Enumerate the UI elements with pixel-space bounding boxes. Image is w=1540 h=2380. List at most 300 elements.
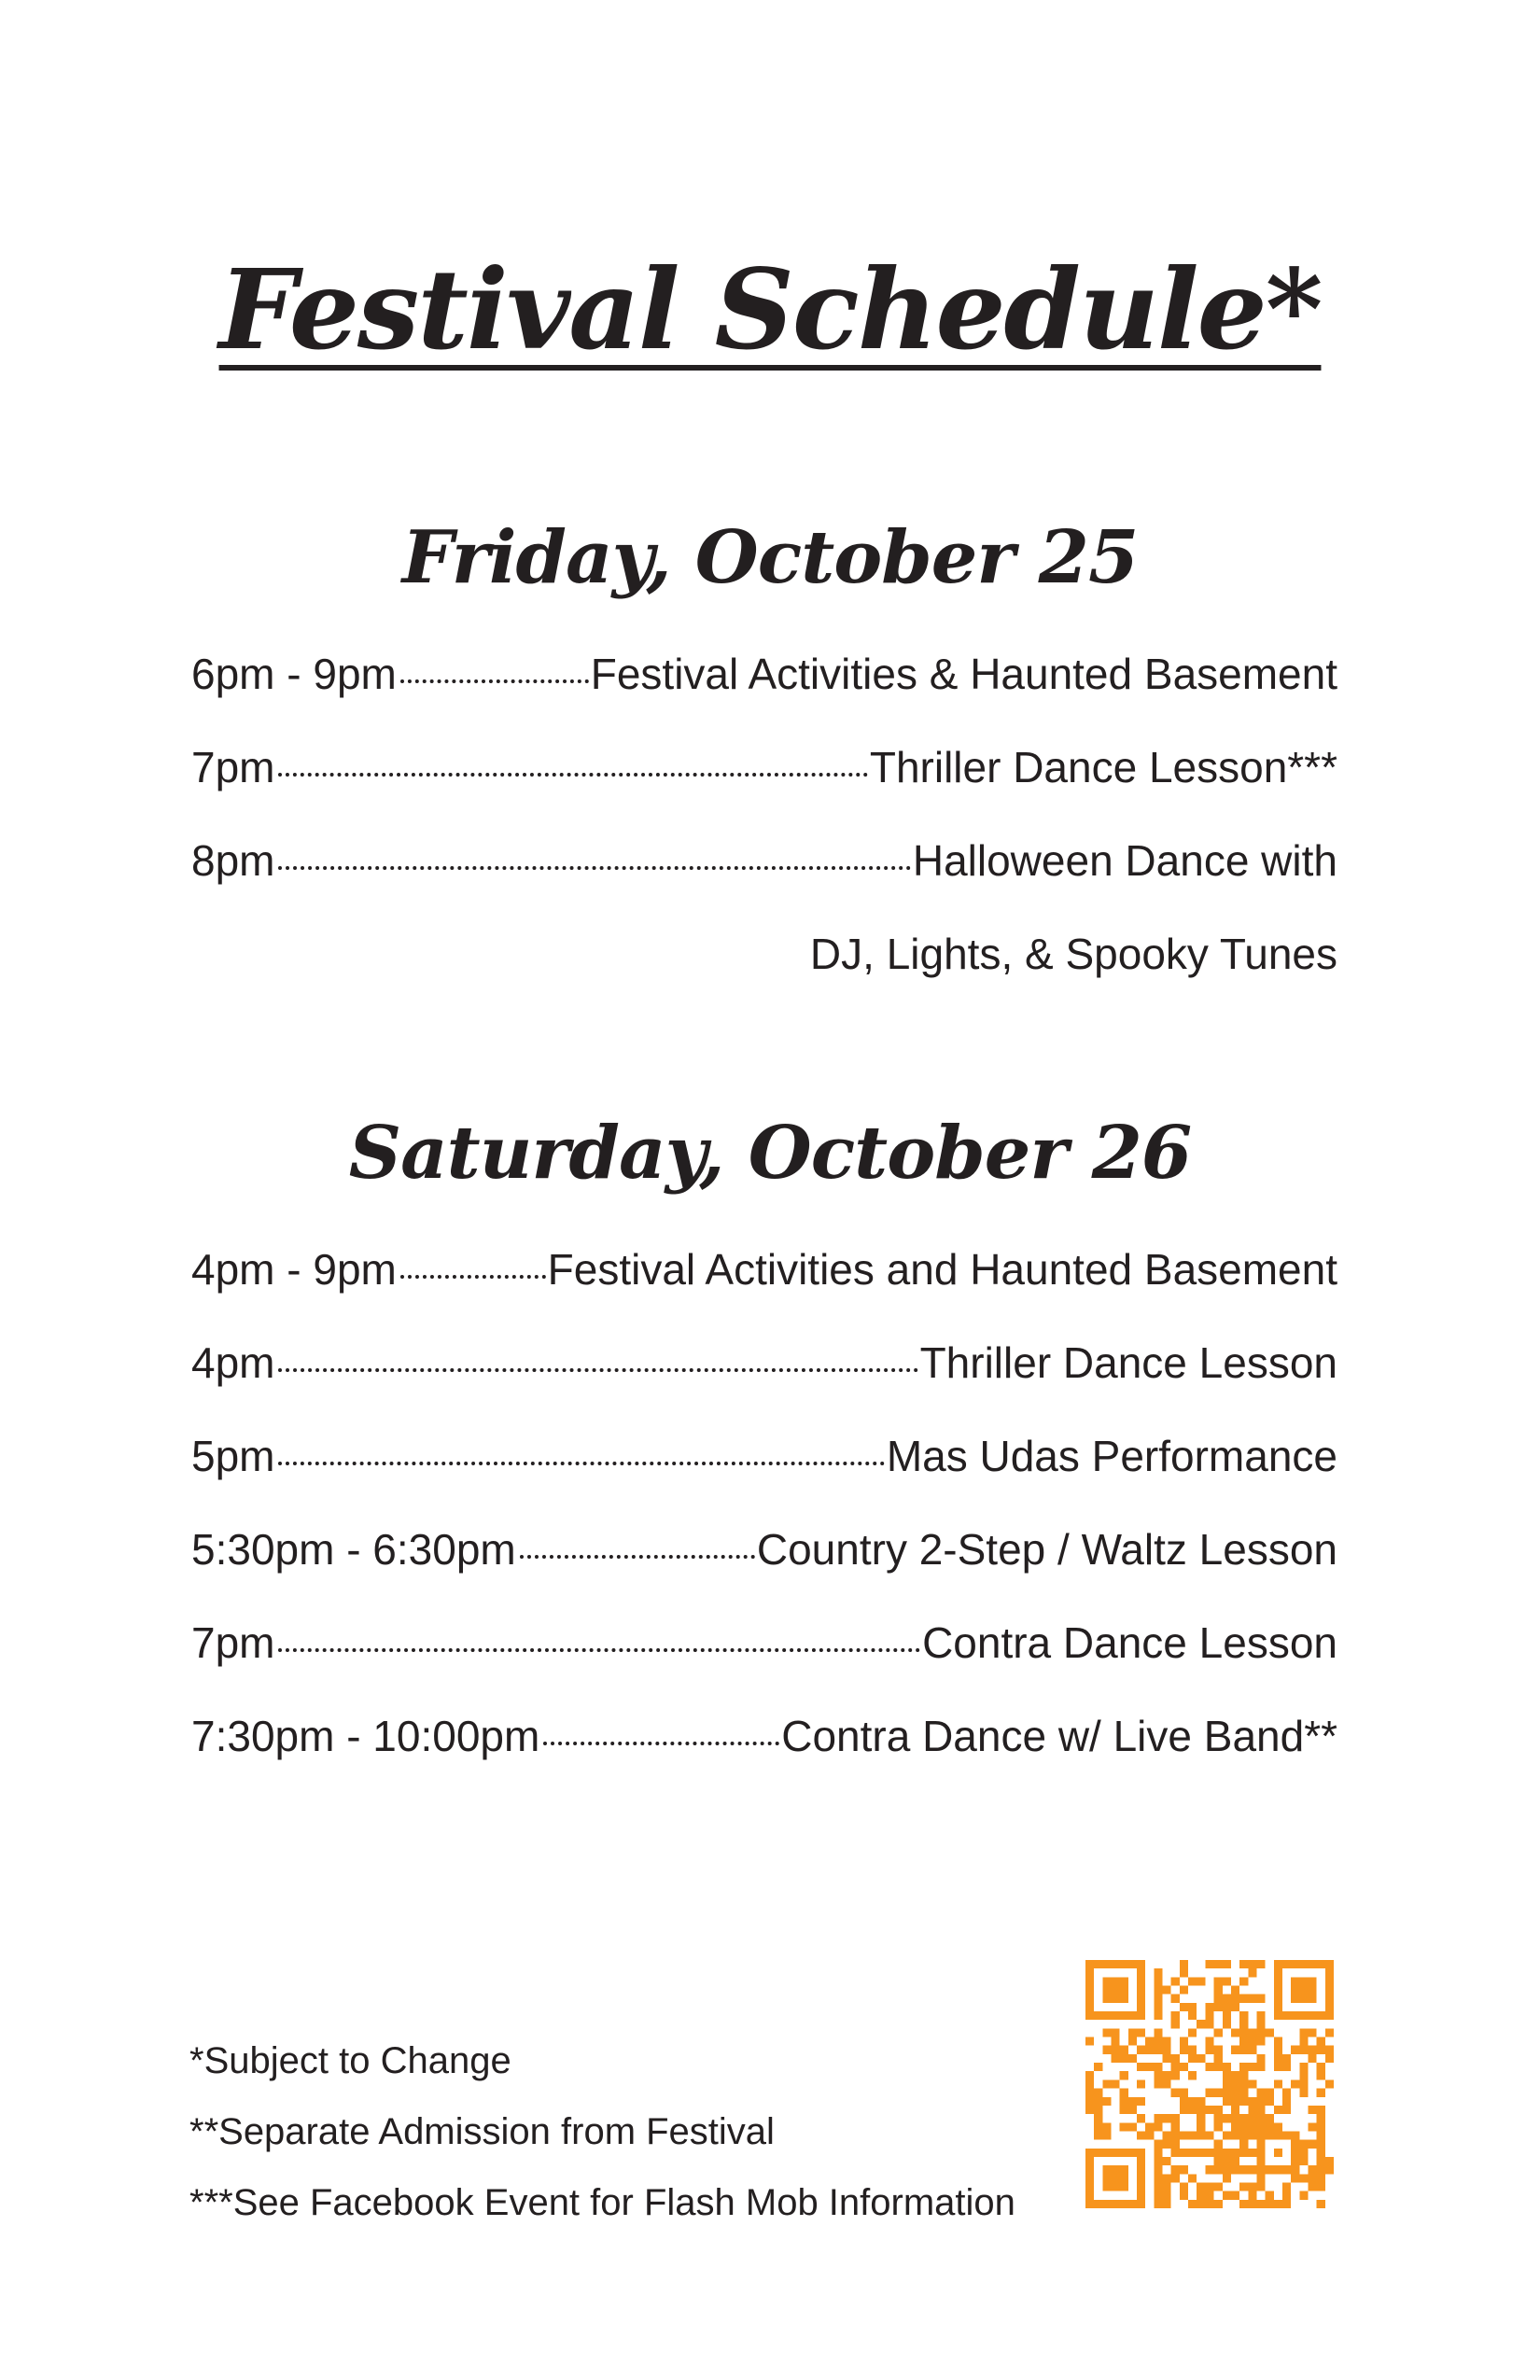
qr-module <box>1317 2165 1325 2174</box>
qr-module <box>1145 2131 1154 2139</box>
qr-module <box>1205 2106 1213 2114</box>
qr-module <box>1248 2106 1256 2114</box>
qr-module <box>1102 2131 1111 2139</box>
qr-module <box>1205 2037 1213 2046</box>
qr-module <box>1248 2122 1256 2131</box>
qr-module <box>1256 2122 1265 2131</box>
leader-dots <box>543 1742 779 1745</box>
qr-module <box>1317 2122 1325 2131</box>
qr-module <box>1145 2037 1154 2046</box>
qr-module <box>1223 1960 1231 1968</box>
qr-module <box>1085 1977 1094 1985</box>
friday-schedule <box>191 627 1337 1001</box>
qr-module <box>1163 2054 1171 2063</box>
qr-module <box>1154 2046 1162 2054</box>
qr-module <box>1248 1995 1256 2003</box>
qr-module <box>1085 2182 1094 2191</box>
day-heading-saturday: Saturday, October 26 <box>348 1111 1192 1196</box>
qr-module <box>1137 2079 1145 2088</box>
qr-module <box>1248 2131 1256 2139</box>
qr-module <box>1223 2079 1231 2088</box>
qr-module <box>1248 2063 1256 2071</box>
qr-module <box>1223 2011 1231 2020</box>
qr-module <box>1171 2054 1180 2063</box>
qr-module <box>1085 1986 1094 1995</box>
schedule-row <box>191 1503 1337 1596</box>
qr-module <box>1223 2114 1231 2122</box>
qr-module <box>1291 1960 1299 1968</box>
qr-module <box>1282 2131 1291 2139</box>
qr-module <box>1154 2191 1162 2200</box>
qr-module <box>1128 2149 1137 2157</box>
qr-module <box>1188 2028 1197 2037</box>
qr-module <box>1291 1977 1299 1985</box>
qr-module <box>1180 2165 1188 2174</box>
qr-module <box>1112 2149 1120 2157</box>
qr-module <box>1299 2046 1308 2054</box>
qr-module <box>1102 2149 1111 2157</box>
qr-module <box>1163 2191 1171 2200</box>
qr-module <box>1094 2063 1102 2071</box>
qr-module <box>1231 1995 1239 2003</box>
saturday-schedule <box>191 1223 1337 1783</box>
qr-module <box>1248 2037 1256 2046</box>
qr-module <box>1171 1977 1180 1985</box>
qr-module <box>1248 2200 1256 2208</box>
qr-module <box>1317 2011 1325 2020</box>
qr-module <box>1214 2003 1223 2011</box>
qr-module <box>1256 2140 1265 2149</box>
qr-module <box>1282 2063 1291 2071</box>
qr-module <box>1120 2106 1128 2114</box>
page-title-text: Festival Schedule* <box>218 245 1322 374</box>
qr-module <box>1256 2165 1265 2174</box>
qr-module <box>1214 2063 1223 2071</box>
qr-module <box>1102 2182 1111 2191</box>
qr-module <box>1163 2200 1171 2208</box>
leader-dots <box>278 1368 917 1372</box>
qr-module <box>1120 2122 1128 2131</box>
schedule-time: 8pm <box>191 836 275 885</box>
qr-module <box>1299 1977 1308 1985</box>
qr-module <box>1223 1995 1231 2003</box>
qr-module <box>1197 2182 1205 2191</box>
qr-module <box>1112 2182 1120 2191</box>
qr-module <box>1248 2149 1256 2157</box>
qr-module <box>1317 2071 1325 2079</box>
qr-module <box>1239 2063 1248 2071</box>
qr-module <box>1291 2011 1299 2020</box>
qr-module <box>1223 2157 1231 2165</box>
qr-module <box>1231 2122 1239 2131</box>
qr-module <box>1256 2114 1265 2122</box>
qr-module <box>1112 2037 1120 2046</box>
qr-module <box>1128 2122 1137 2131</box>
qr-module <box>1266 2200 1274 2208</box>
qr-module <box>1231 2071 1239 2079</box>
qr-module <box>1120 2200 1128 2208</box>
qr-module <box>1282 2089 1291 2097</box>
qr-module <box>1205 2165 1213 2174</box>
qr-module <box>1256 2200 1265 2208</box>
qr-module <box>1231 2157 1239 2165</box>
schedule-activity: Thriller Dance Lesson <box>919 1338 1337 1387</box>
qr-module <box>1137 2114 1145 2122</box>
leader-dots <box>278 866 910 870</box>
qr-module <box>1094 2200 1102 2208</box>
qr-module <box>1154 2003 1162 2011</box>
qr-module <box>1112 2046 1120 2054</box>
qr-module <box>1102 2122 1111 2131</box>
qr-module <box>1274 1986 1282 1995</box>
qr-module <box>1094 2131 1102 2139</box>
qr-module <box>1102 1960 1111 1968</box>
qr-module <box>1137 2165 1145 2174</box>
qr-module <box>1214 2140 1223 2149</box>
qr-module <box>1163 2182 1171 2191</box>
qr-module <box>1137 1995 1145 2003</box>
qr-module <box>1317 2157 1325 2165</box>
qr-module <box>1308 2011 1316 2020</box>
qr-module <box>1291 1986 1299 1995</box>
qr-module <box>1317 2140 1325 2149</box>
qr-module <box>1171 2122 1180 2131</box>
qr-module <box>1085 2089 1094 2097</box>
qr-module <box>1325 2165 1334 2174</box>
qr-module <box>1154 2182 1162 2191</box>
schedule-time: 5:30pm - 6:30pm <box>191 1525 516 1574</box>
qr-module <box>1274 2122 1282 2131</box>
qr-module <box>1214 1977 1223 1985</box>
qr-module <box>1256 2174 1265 2182</box>
qr-module <box>1256 2097 1265 2106</box>
qr-module <box>1325 2079 1334 2088</box>
schedule-activity: Festival Activities and Haunted Basement <box>547 1245 1337 1294</box>
qr-module <box>1128 2028 1137 2037</box>
qr-module <box>1231 2046 1239 2054</box>
qr-module <box>1154 2079 1162 2088</box>
schedule-activity: Festival Activities & Haunted Basement <box>590 650 1337 698</box>
qr-module <box>1239 2028 1248 2037</box>
qr-module <box>1282 1960 1291 1968</box>
schedule-time: 7pm <box>191 743 275 791</box>
qr-module <box>1102 2079 1111 2088</box>
qr-module <box>1299 2037 1308 2046</box>
qr-module <box>1282 2165 1291 2174</box>
qr-module <box>1299 2157 1308 2165</box>
qr-module <box>1163 2079 1171 2088</box>
qr-module <box>1205 2020 1213 2028</box>
qr-module <box>1112 2174 1120 2182</box>
qr-module <box>1154 1986 1162 1995</box>
qr-module <box>1171 2174 1180 2182</box>
qr-module <box>1120 2149 1128 2157</box>
qr-module <box>1231 2131 1239 2139</box>
qr-module <box>1214 2054 1223 2063</box>
qr-module <box>1197 2114 1205 2122</box>
qr-module <box>1154 2140 1162 2149</box>
qr-module <box>1171 1995 1180 2003</box>
qr-module <box>1180 2097 1188 2106</box>
qr-module <box>1205 2003 1213 2011</box>
schedule-row <box>191 721 1337 814</box>
qr-module <box>1266 2097 1274 2106</box>
qr-module <box>1282 2054 1291 2063</box>
qr-module <box>1223 2063 1231 2071</box>
qr-module <box>1239 2011 1248 2020</box>
qr-module <box>1214 2114 1223 2122</box>
qr-module <box>1112 1995 1120 2003</box>
qr-module <box>1239 2140 1248 2149</box>
qr-module <box>1137 2097 1145 2106</box>
qr-module <box>1256 2089 1265 2097</box>
qr-module <box>1145 2122 1154 2131</box>
qr-module <box>1154 2063 1162 2071</box>
qr-module <box>1188 2106 1197 2114</box>
qr-module <box>1205 2191 1213 2200</box>
qr-module <box>1299 2011 1308 2020</box>
qr-module <box>1317 2149 1325 2157</box>
qr-module <box>1154 2157 1162 2165</box>
qr-module <box>1112 2165 1120 2174</box>
qr-module <box>1308 2046 1316 2054</box>
qr-module <box>1274 2011 1282 2020</box>
footnote: ***See Facebook Event for Flash Mob Information <box>189 2182 1015 2223</box>
qr-module <box>1120 1986 1128 1995</box>
qr-module <box>1102 2174 1111 2182</box>
qr-module <box>1085 2037 1094 2046</box>
schedule-activity: Mas Udas Performance <box>886 1432 1337 1480</box>
qr-module <box>1308 2182 1316 2191</box>
schedule-activity: Halloween Dance with <box>912 836 1337 885</box>
qr-module <box>1102 1995 1111 2003</box>
qr-module <box>1112 2200 1120 2208</box>
qr-module <box>1231 2114 1239 2122</box>
qr-module <box>1214 2106 1223 2114</box>
qr-module <box>1188 2011 1197 2020</box>
leader-dots <box>400 679 589 683</box>
qr-module <box>1317 2182 1325 2191</box>
qr-module <box>1180 1986 1188 1995</box>
qr-code[interactable] <box>1085 1960 1334 2208</box>
qr-module <box>1299 2079 1308 2088</box>
schedule-row <box>191 1316 1337 1409</box>
qr-module <box>1214 2200 1223 2208</box>
qr-module <box>1085 2106 1094 2114</box>
qr-module <box>1094 2149 1102 2157</box>
qr-module <box>1214 2182 1223 2191</box>
qr-module <box>1085 2097 1094 2106</box>
qr-module <box>1171 2114 1180 2122</box>
qr-module <box>1102 1977 1111 1985</box>
qr-module <box>1239 1960 1248 1968</box>
qr-module <box>1256 2157 1265 2165</box>
qr-module <box>1120 2097 1128 2106</box>
footnote: **Separate Admission from Festival <box>189 2111 775 2152</box>
qr-module <box>1308 2165 1316 2174</box>
qr-module <box>1317 2131 1325 2139</box>
qr-module <box>1180 2131 1188 2139</box>
qr-module <box>1299 2089 1308 2097</box>
qr-module <box>1248 2114 1256 2122</box>
qr-module <box>1197 2191 1205 2200</box>
qr-module <box>1274 2063 1282 2071</box>
qr-module <box>1282 2191 1291 2200</box>
qr-module <box>1120 2071 1128 2079</box>
qr-module <box>1239 2046 1248 2054</box>
qr-module <box>1171 2131 1180 2139</box>
qr-module <box>1223 2089 1231 2097</box>
qr-module <box>1171 2011 1180 2020</box>
leader-dots <box>278 773 867 777</box>
footnotes <box>189 2025 1015 2238</box>
qr-module <box>1231 2165 1239 2174</box>
qr-module <box>1188 2097 1197 2106</box>
qr-module <box>1291 2046 1299 2054</box>
qr-module <box>1256 1960 1265 1968</box>
qr-module <box>1180 1968 1188 1977</box>
qr-module <box>1180 2106 1188 2114</box>
qr-module <box>1317 2046 1325 2054</box>
qr-module <box>1266 2191 1274 2200</box>
qr-module <box>1239 2165 1248 2174</box>
qr-module <box>1325 1995 1334 2003</box>
qr-module <box>1325 2054 1334 2063</box>
qr-module <box>1291 1995 1299 2003</box>
qr-module <box>1120 1977 1128 1985</box>
qr-module <box>1163 2046 1171 2054</box>
qr-module <box>1137 1968 1145 1977</box>
qr-module <box>1120 2011 1128 2020</box>
qr-module <box>1094 2106 1102 2114</box>
qr-module <box>1128 2011 1137 2020</box>
qr-module <box>1308 2054 1316 2063</box>
schedule-activity: Country 2-Step / Waltz Lesson <box>756 1525 1337 1574</box>
qr-module <box>1205 2200 1213 2208</box>
qr-module <box>1180 2003 1188 2011</box>
schedule-activity: Contra Dance Lesson <box>922 1618 1337 1667</box>
qr-module <box>1137 2200 1145 2208</box>
qr-module <box>1120 2089 1128 2097</box>
qr-module <box>1154 1977 1162 1985</box>
qr-module <box>1299 1986 1308 1995</box>
qr-module <box>1214 2089 1223 2097</box>
qr-module <box>1291 2149 1299 2157</box>
qr-module <box>1308 1960 1316 1968</box>
qr-module <box>1325 1977 1334 1985</box>
qr-module <box>1102 2200 1111 2208</box>
schedule-time: 4pm - 9pm <box>191 1245 397 1294</box>
qr-module <box>1274 1968 1282 1977</box>
qr-module <box>1102 1986 1111 1995</box>
qr-module <box>1163 2037 1171 2046</box>
qr-module <box>1308 1977 1316 1985</box>
qr-module <box>1231 2106 1239 2114</box>
qr-module <box>1325 1968 1334 1977</box>
qr-module <box>1112 1960 1120 1968</box>
qr-module <box>1188 2054 1197 2063</box>
qr-module <box>1120 1995 1128 2003</box>
qr-module <box>1223 2174 1231 2182</box>
qr-module <box>1137 2182 1145 2191</box>
qr-module <box>1205 2149 1213 2157</box>
schedule-activity-continuation: DJ, Lights, & Spooky Tunes <box>809 930 1337 978</box>
qr-module <box>1085 2174 1094 2182</box>
qr-module <box>1248 2165 1256 2174</box>
qr-module <box>1248 2079 1256 2088</box>
qr-module <box>1171 2020 1180 2028</box>
qr-module <box>1317 2037 1325 2046</box>
qr-module <box>1120 2174 1128 2182</box>
qr-module <box>1239 2089 1248 2097</box>
qr-module <box>1197 2054 1205 2063</box>
qr-module <box>1223 2097 1231 2106</box>
qr-module <box>1154 2200 1162 2208</box>
qr-module <box>1231 2097 1239 2106</box>
qr-module <box>1282 2097 1291 2106</box>
qr-module <box>1274 2200 1282 2208</box>
qr-module <box>1223 2165 1231 2174</box>
qr-module <box>1274 2079 1282 2088</box>
qr-module <box>1299 2191 1308 2200</box>
qr-module <box>1188 2131 1197 2139</box>
qr-module <box>1274 2046 1282 2054</box>
qr-module <box>1197 2149 1205 2157</box>
qr-module <box>1180 2191 1188 2200</box>
qr-module <box>1188 2046 1197 2054</box>
qr-module <box>1120 2182 1128 2191</box>
qr-module <box>1223 2020 1231 2028</box>
qr-module <box>1239 2182 1248 2191</box>
qr-module <box>1085 2191 1094 2200</box>
qr-module <box>1154 2011 1162 2020</box>
qr-module <box>1094 2114 1102 2122</box>
day-heading-friday: Friday, October 25 <box>401 515 1139 600</box>
qr-module <box>1112 2054 1120 2063</box>
qr-module <box>1299 2063 1308 2071</box>
qr-module <box>1128 2037 1137 2046</box>
qr-module <box>1308 2174 1316 2182</box>
qr-module <box>1102 2028 1111 2037</box>
qr-module <box>1197 2097 1205 2106</box>
qr-module <box>1112 2079 1120 2088</box>
qr-module <box>1128 2106 1137 2114</box>
qr-module <box>1325 1986 1334 1995</box>
qr-module <box>1205 2063 1213 2071</box>
qr-module <box>1291 2165 1299 2174</box>
qr-module <box>1239 2149 1248 2157</box>
qr-module <box>1163 1986 1171 1995</box>
qr-module <box>1128 2200 1137 2208</box>
qr-module <box>1085 1995 1094 2003</box>
qr-module <box>1137 2028 1145 2037</box>
qr-module <box>1266 2089 1274 2097</box>
qr-module <box>1137 2046 1145 2054</box>
qr-module <box>1197 2131 1205 2139</box>
qr-module <box>1239 2037 1248 2046</box>
qr-module <box>1299 2028 1308 2037</box>
qr-module <box>1248 2046 1256 2054</box>
qr-module <box>1317 2114 1325 2122</box>
qr-module <box>1274 2037 1282 2046</box>
qr-module <box>1325 2157 1334 2165</box>
qr-module <box>1197 1977 1205 1985</box>
qr-module <box>1180 2149 1188 2157</box>
qr-module <box>1214 2122 1223 2131</box>
qr-module <box>1171 2071 1180 2079</box>
qr-module <box>1154 2037 1162 2046</box>
qr-module <box>1231 2089 1239 2097</box>
